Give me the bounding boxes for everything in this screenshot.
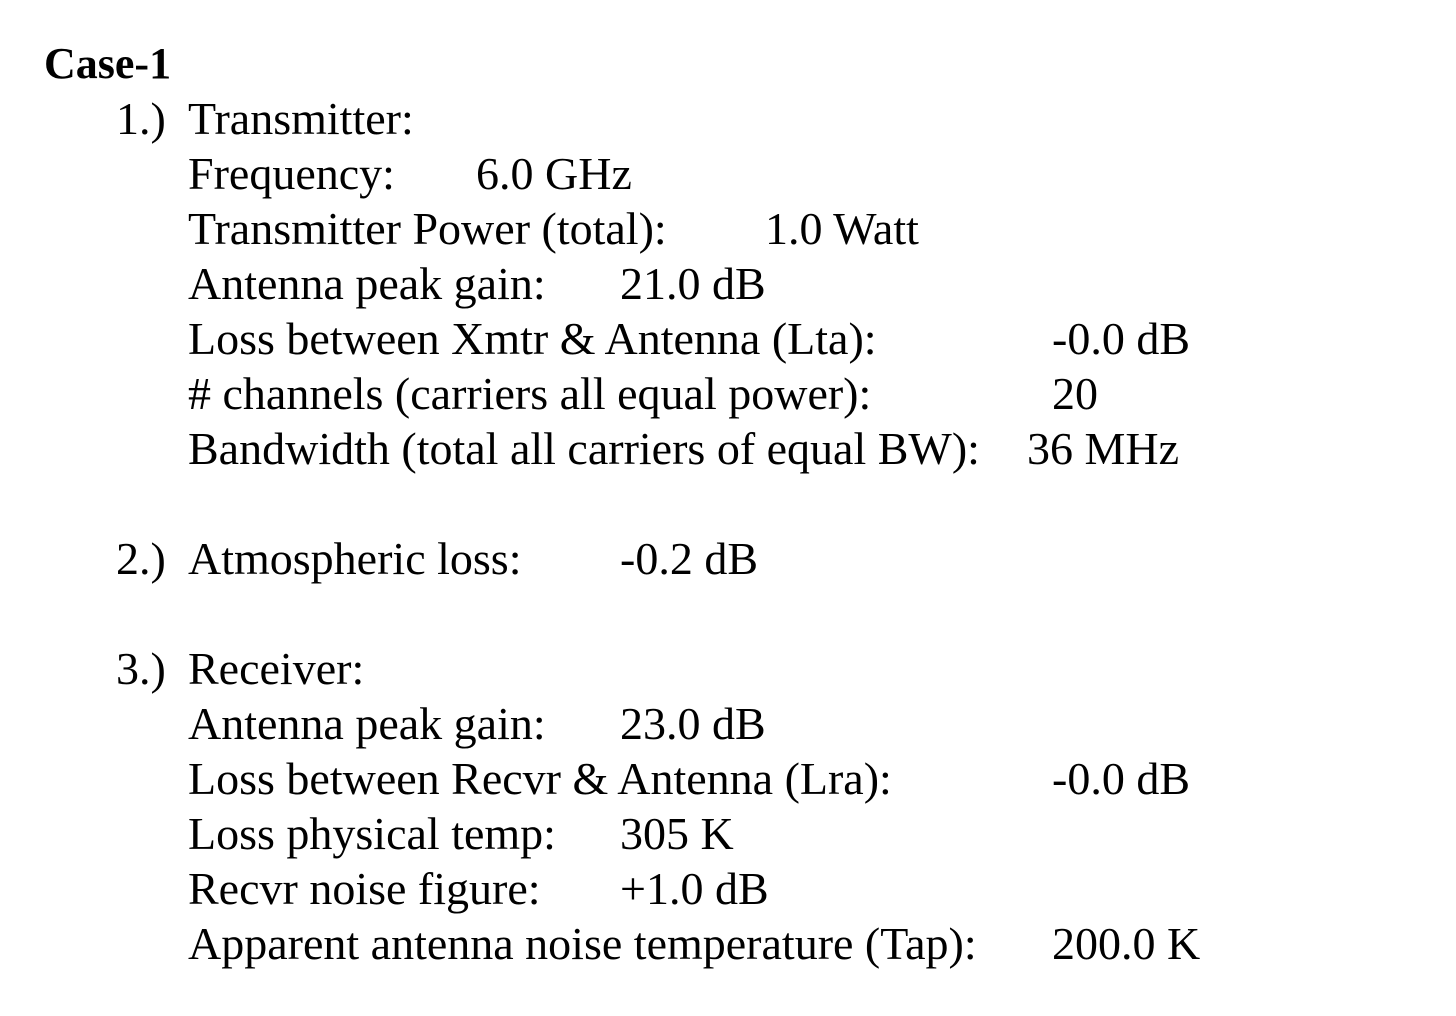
case-title: Case-1 bbox=[44, 39, 172, 88]
antenna-noise-temp-row bbox=[0, 916, 1456, 971]
tx-loss-value: -0.0 dB bbox=[1052, 313, 1190, 364]
tx-loss-label: Loss between Xmtr & Antenna (Lta): bbox=[188, 313, 877, 364]
receiver-heading-row bbox=[0, 641, 1456, 696]
antenna-noise-temp-label: Apparent antenna noise temperature (Tap): bbox=[188, 918, 977, 969]
frequency-label: Frequency: bbox=[188, 148, 395, 199]
rx-antenna-gain-row bbox=[0, 696, 1456, 751]
atmospheric-loss-value: -0.2 dB bbox=[620, 533, 758, 584]
section-number: 3.) bbox=[116, 643, 166, 694]
section-number: 1.) bbox=[116, 93, 166, 144]
tx-antenna-gain-row bbox=[0, 256, 1456, 311]
channels-row bbox=[0, 366, 1456, 421]
loss-temp-value: 305 K bbox=[620, 808, 734, 859]
section-heading: Receiver: bbox=[188, 643, 365, 694]
transmitter-power-row bbox=[0, 201, 1456, 256]
channels-value: 20 bbox=[1052, 368, 1098, 419]
antenna-noise-temp-value: 200.0 K bbox=[1052, 918, 1201, 969]
frequency-value: 6.0 GHz bbox=[476, 148, 632, 199]
rx-loss-label: Loss between Recvr & Antenna (Lra): bbox=[188, 753, 892, 804]
tx-antenna-gain-label: Antenna peak gain: bbox=[188, 258, 546, 309]
transmitter-heading-row bbox=[0, 91, 1456, 146]
bandwidth-row bbox=[0, 421, 1456, 476]
bandwidth-label: Bandwidth (total all carriers of equal BW): bbox=[188, 423, 980, 474]
rx-loss-value: -0.0 dB bbox=[1052, 753, 1190, 804]
rx-antenna-gain-label: Antenna peak gain: bbox=[188, 698, 546, 749]
noise-figure-row bbox=[0, 861, 1456, 916]
section-heading: Transmitter: bbox=[188, 93, 414, 144]
channels-label: # channels (carriers all equal power): bbox=[188, 368, 872, 419]
transmitter-power-value: 1.0 Watt bbox=[765, 203, 919, 254]
section-number: 2.) bbox=[116, 533, 166, 584]
atmospheric-loss-label: Atmospheric loss: bbox=[188, 533, 522, 584]
noise-figure-label: Recvr noise figure: bbox=[188, 863, 541, 914]
atmospheric-loss-row bbox=[0, 531, 1456, 586]
transmitter-power-label: Transmitter Power (total): bbox=[188, 203, 667, 254]
bandwidth-value: 36 MHz bbox=[1027, 423, 1180, 474]
rx-loss-row bbox=[0, 751, 1456, 806]
tx-antenna-gain-value: 21.0 dB bbox=[620, 258, 766, 309]
noise-figure-value: +1.0 dB bbox=[620, 863, 769, 914]
frequency-row bbox=[0, 146, 1456, 201]
loss-temp-row bbox=[0, 806, 1456, 861]
rx-antenna-gain-value: 23.0 dB bbox=[620, 698, 766, 749]
loss-temp-label: Loss physical temp: bbox=[188, 808, 556, 859]
tx-loss-row bbox=[0, 311, 1456, 366]
